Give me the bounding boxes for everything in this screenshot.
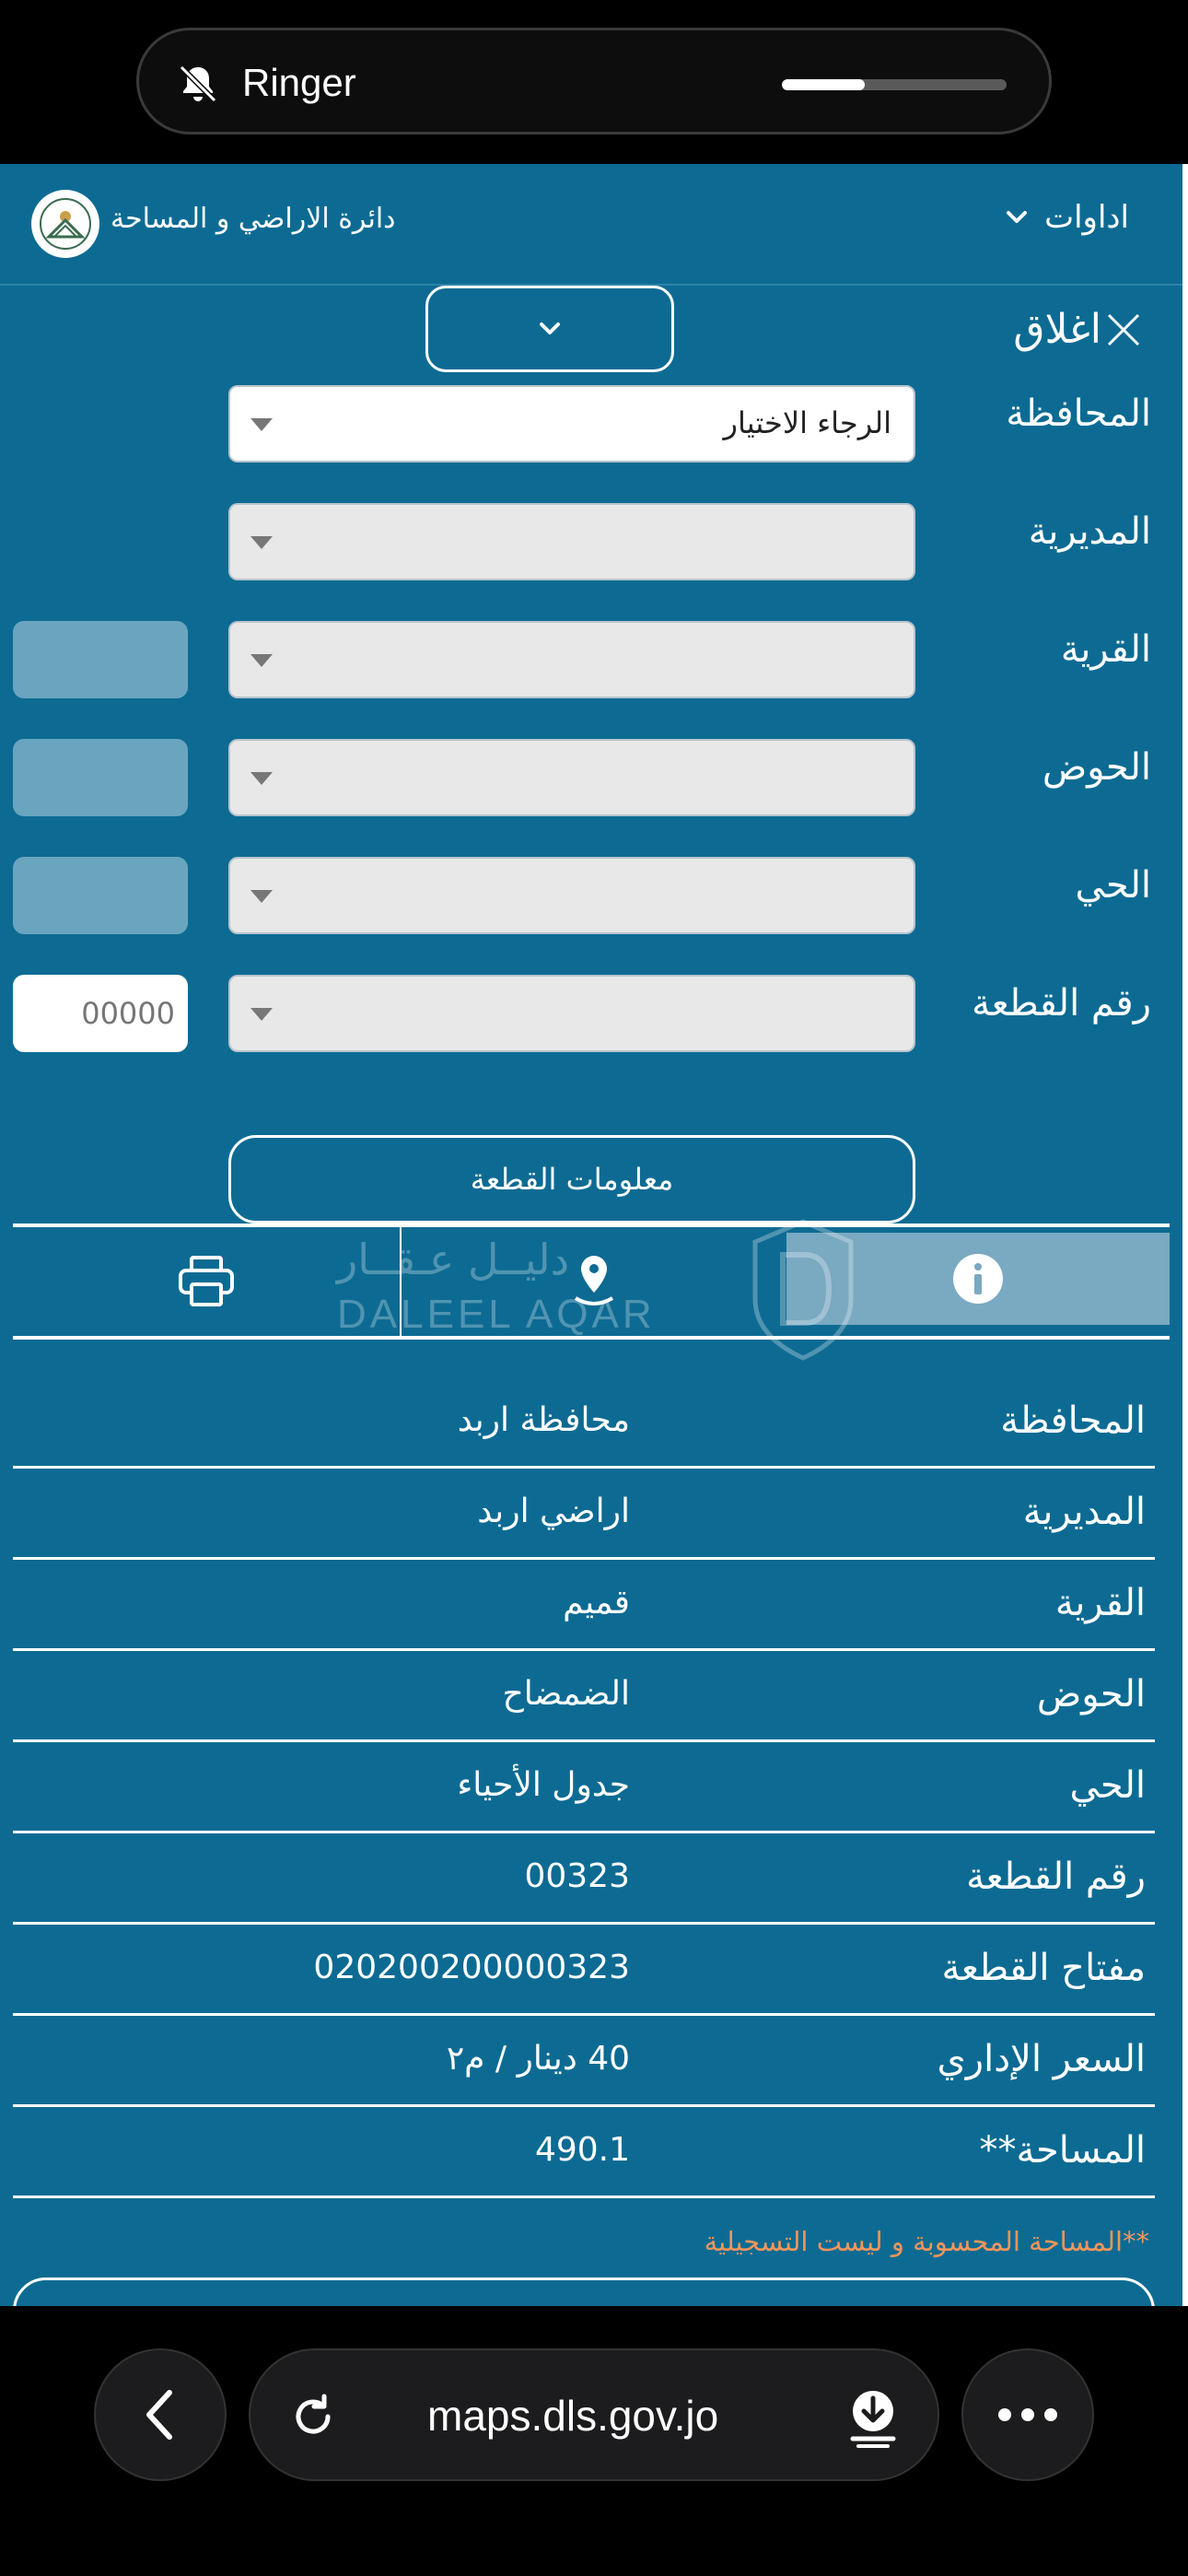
detail-value: قميم xyxy=(563,1584,630,1622)
print-tab[interactable] xyxy=(13,1227,400,1336)
dropdown-arrow-icon xyxy=(250,654,273,667)
detail-value: 020200200000323 xyxy=(313,1949,630,1986)
address-bar[interactable] xyxy=(249,2348,939,2481)
volume-slider[interactable] xyxy=(782,79,1007,90)
tools-label: اداوات xyxy=(1044,199,1129,236)
parcel-number-box xyxy=(13,975,188,1052)
bell-muted-icon xyxy=(176,62,220,106)
ringer-notification xyxy=(136,28,1052,135)
detail-key: رقم القطعة xyxy=(966,1856,1146,1898)
detail-key: الحوض xyxy=(1036,1673,1146,1715)
department-title: دائرة الاراضي و المساحة xyxy=(111,203,396,235)
detail-key: المحافظة xyxy=(1000,1399,1146,1442)
watermark-english: DALEEL AQAR xyxy=(337,1292,656,1337)
basin-code-box[interactable] xyxy=(13,739,188,816)
app-viewport xyxy=(0,164,1188,2306)
map-pin-icon xyxy=(568,1252,620,1311)
collapse-panel-button[interactable] xyxy=(425,286,674,372)
village-row xyxy=(0,621,1182,698)
detail-value: 00323 xyxy=(524,1857,630,1895)
detail-value: الضمضاح xyxy=(502,1675,630,1713)
dls-logo[interactable] xyxy=(31,190,99,258)
browser-toolbar xyxy=(0,2306,1188,2576)
directorate-row xyxy=(0,503,1182,580)
parcel-number-row xyxy=(0,975,1182,1052)
back-button[interactable] xyxy=(94,2348,227,2481)
detail-key: المساحة** xyxy=(979,2129,1146,2172)
dropdown-arrow-icon xyxy=(250,536,273,549)
detail-row-parcel-key xyxy=(13,1925,1155,2016)
detail-row-directorate xyxy=(13,1469,1155,1560)
detail-key: مفتاح القطعة xyxy=(941,1947,1146,1989)
watermark-arabic: دليــل عـقــار xyxy=(337,1235,570,1284)
basin-row xyxy=(0,739,1182,816)
village-select[interactable] xyxy=(228,621,915,698)
neighborhood-code-box[interactable] xyxy=(13,857,188,934)
detail-row-village xyxy=(13,1560,1155,1651)
parcel-number-input[interactable] xyxy=(13,975,188,1052)
detail-value: 490.1 xyxy=(534,2131,630,2169)
parcel-info-button[interactable]: معلومات القطعة xyxy=(228,1135,915,1224)
detail-row-governorate xyxy=(13,1377,1155,1469)
neighborhood-row xyxy=(0,857,1182,934)
dropdown-arrow-icon xyxy=(250,890,273,903)
ringer-label: Ringer xyxy=(242,61,356,104)
url-text: maps.dls.gov.jo xyxy=(427,2392,719,2440)
panel-header xyxy=(0,286,1182,374)
detail-value: اراضي اربد xyxy=(477,1493,630,1530)
dropdown-arrow-icon xyxy=(250,1008,273,1021)
neighborhood-label: الحي xyxy=(1075,864,1151,907)
edge-strip xyxy=(1182,164,1188,2306)
dropdown-arrow-icon xyxy=(250,772,273,785)
download-icon[interactable] xyxy=(845,2387,901,2448)
village-code-box[interactable] xyxy=(13,621,188,698)
detail-key: القرية xyxy=(1054,1582,1146,1624)
chevron-down-icon xyxy=(536,319,564,339)
detail-row-admin-price xyxy=(13,2016,1155,2107)
info-icon xyxy=(951,1252,1005,1306)
detail-row-area xyxy=(13,2107,1155,2198)
directorate-label: المديرية xyxy=(1028,510,1151,553)
system-status-area xyxy=(0,0,1188,164)
close-label: اغلاق xyxy=(1013,306,1101,353)
close-icon xyxy=(1105,311,1142,348)
detail-row-parcel-number xyxy=(13,1833,1155,1925)
locate-tab[interactable] xyxy=(400,1227,786,1336)
top-bar xyxy=(0,164,1182,286)
detail-value: جدول الأحياء xyxy=(457,1766,630,1804)
dls-emblem-icon xyxy=(38,196,93,252)
neighborhood-select[interactable] xyxy=(228,857,915,934)
governorate-select[interactable] xyxy=(228,385,915,463)
village-label: القرية xyxy=(1060,628,1151,671)
basin-select[interactable] xyxy=(228,739,915,816)
results-tabs xyxy=(13,1224,1170,1340)
close-button[interactable] xyxy=(1013,306,1142,353)
detail-key: المديرية xyxy=(1022,1491,1146,1533)
detail-value: محافظة اربد xyxy=(457,1401,630,1439)
parcel-number-label: رقم القطعة xyxy=(972,982,1151,1025)
next-section-button[interactable] xyxy=(13,2277,1155,2306)
detail-key: الحي xyxy=(1069,1764,1146,1807)
chevron-left-icon xyxy=(142,2387,179,2442)
printer-icon xyxy=(177,1255,236,1308)
directorate-select[interactable] xyxy=(228,503,915,580)
chevron-down-icon xyxy=(1004,205,1030,230)
detail-row-basin xyxy=(13,1651,1155,1742)
governorate-row xyxy=(0,385,1182,463)
area-footnote: **المساحة المحسوبة و ليست التسجيلية xyxy=(704,2226,1149,2257)
info-tab[interactable] xyxy=(786,1233,1170,1325)
volume-fill xyxy=(782,79,865,90)
basin-label: الحوض xyxy=(1042,746,1151,789)
detail-key: السعر الإداري xyxy=(937,2038,1146,2080)
more-options-button[interactable] xyxy=(961,2348,1094,2481)
governorate-label: المحافظة xyxy=(1006,392,1151,435)
detail-value: 40 دينار / م٢ xyxy=(446,2040,630,2078)
reload-icon xyxy=(287,2391,339,2442)
dropdown-arrow-icon xyxy=(250,418,273,431)
governorate-value: الرجاء الاختيار xyxy=(723,405,891,440)
tools-menu[interactable] xyxy=(1004,199,1129,236)
ellipsis-icon xyxy=(996,2406,1060,2424)
parcel-number-select[interactable] xyxy=(228,975,915,1052)
detail-row-neighborhood xyxy=(13,1742,1155,1833)
